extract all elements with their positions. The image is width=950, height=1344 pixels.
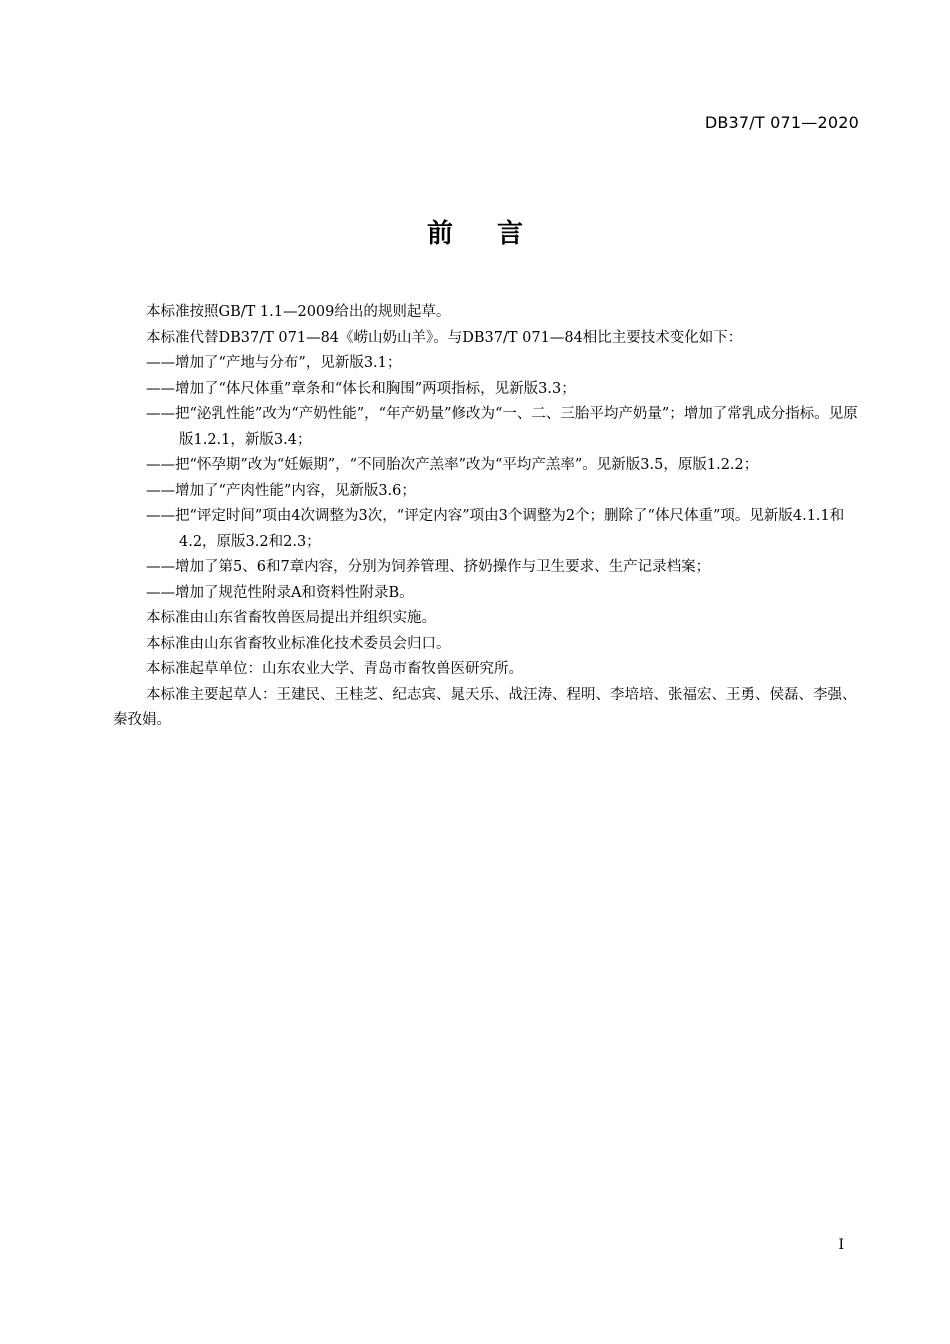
change-item: ——增加了“产肉性能”内容，见新版3.6；: [146, 482, 416, 499]
closing-paragraph-committee: 本标准由山东省畜牧业标准化技术委员会归口。: [146, 635, 451, 652]
standard-code: DB37/T 071—2020: [704, 113, 859, 132]
change-item: ——把“怀孕期”改为“妊娠期”，“不同胎次产羔率”改为“平均产羔率”。见新版3.5，原版1.2.2；: [146, 457, 759, 473]
foreword-body: [113, 300, 863, 734]
change-item: ——把“泌乳性能”改为“产奶性能”，“年产奶量”修改为“一、二、三胎平均产奶量”；增加了常乳成分指标。见原版1.2.1，新版3.4；: [146, 406, 858, 448]
change-item: ——增加了“体尺体重”章条和“体长和胸围”两项指标，见新版3.3；: [146, 380, 576, 397]
page-number: I: [838, 1237, 844, 1253]
change-item: ——增加了规范性附录A和资料性附录B。: [146, 584, 414, 601]
intro-paragraph-replacement: 本标准代替DB37/T 071—84《崂山奶山羊》。与DB37/T 071—84相比主要技术变化如下：: [146, 329, 743, 346]
change-item: ——把“评定时间”项由4次调整为3次，“评定内容”项由3个调整为2个；删除了“体尺体重”项。见新版4.1.1和4.2，原版3.2和2.3；: [146, 508, 845, 550]
change-item: ——增加了第5、6和7章内容，分别为饲养管理、挤奶操作与卫生要求、生产记录档案；: [146, 559, 711, 575]
page-title: 前言: [426, 219, 567, 249]
intro-paragraph-drafting-rules: 本标准按照GB/T 1.1—2009给出的规则起草。: [146, 304, 451, 320]
closing-paragraph-proposer: 本标准由山东省畜牧兽医局提出并组织实施。: [146, 610, 436, 626]
closing-paragraph-drafters: 本标准主要起草人：王建民、王桂芝、纪志宾、晁天乐、战汪涛、程明、李培培、张福宏、王勇、侯磊、李强、秦孜娟。: [113, 686, 857, 728]
closing-paragraph-drafting-units: 本标准起草单位：山东农业大学、青岛市畜牧兽医研究所。: [146, 661, 523, 677]
change-item: ——增加了“产地与分布”，见新版3.1；: [146, 355, 402, 371]
